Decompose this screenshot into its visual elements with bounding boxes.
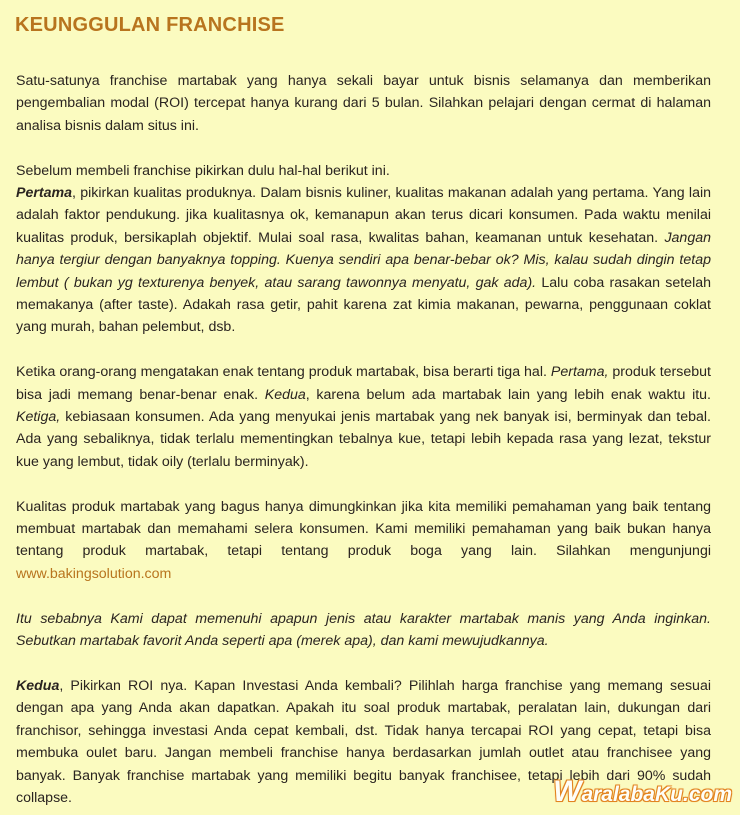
three-meanings-a: Ketika orang-orang mengatakan enak tentang produk martabak, bisa berarti tiga hal.: [16, 364, 551, 381]
first-point-italic-note: Jangan hanya tergiur dengan banyaknya topping. Kuenya sendiri apa benar-bebar ok? Mis, kalau sudah dingin tetap lembut ( bukan yg texturenya benyek, atau sarang tawonnya menyatu, gak ada).: [16, 229, 711, 291]
article-body: [16, 70, 711, 809]
intro-paragraph: Satu-satunya franchise martabak yang hanya sekali bayar untuk bisnis selamanya dan memberikan pengembalian modal (ROI) tercepat hanya kurang dari 5 bulan. Silahkan pelajari dengan cermat di halaman analisa bisnis dalam situs ini.: [16, 73, 711, 134]
page-title: KEUNGGULAN FRANCHISE: [15, 14, 285, 36]
three-meanings-kedua: Kedua: [264, 386, 306, 403]
watermark-first-letter: W: [553, 775, 582, 808]
three-meanings-d: kebiasaan konsumen. Ada yang menyukai jenis martabak yang nek banyak isi, berminyak dan tebal. Ada yang sebaliknya, tidak terlalu mementingkan tebalnya kue, tetapi lebih kepada rasa yang lezat, tekstur kue yang lembut, tidak oily (terlalu berminyak).: [16, 409, 711, 470]
three-meanings-b: produk tersebut bisa jadi memang benar-benar enak.: [16, 364, 711, 403]
three-meanings-ketiga: Ketiga,: [16, 409, 61, 426]
first-point-tail: Lalu coba rasakan setelah memakanya (after taste). Adakah rasa getir, pahit karena zat kimia makanan, pewarna, penggunaan coklat yang murah, bahan pelembut, dsb.: [16, 274, 712, 336]
first-point-paragraph: [16, 160, 711, 339]
italic-note-text: Itu sebabnya Kami dapat memenuhi apapun jenis atau karakter martabak manis yang Anda inginkan. Sebutkan martabak favorit Anda seperti apa (merek apa), dan kami mewujudkannya.: [16, 610, 711, 650]
quality-paragraph: [16, 496, 711, 586]
three-meanings-pertama: Pertama,: [550, 364, 609, 381]
first-point-intro: Sebelum membeli franchise pikirkan dulu hal-hal berikut ini.: [16, 162, 390, 179]
waralabaku-watermark-logo: [553, 775, 732, 809]
second-point-label: Kedua: [16, 677, 60, 694]
quality-text: Kualitas produk martabak yang bagus hanya dimungkinkan jika kita memiliki pemahaman yang baik tentang membuat martabak dan memahami selera konsumen. Kami memiliki pemahaman yang baik bukan hanya tentang produk martabak, tetapi tentang produk boga yang lain. Silahkan mengunjungi: [16, 498, 711, 560]
first-point-text: , pikirkan kualitas produknya. Dalam bisnis kuliner, kualitas makanan adalah yang pertama. Yang lain adalah faktor pendukung. jika kualitasnya ok, kemanapun akan terus dicari konsumen. Pada waktu menilai kualitas produk, bersikaplah objektif. Mulai soal rasa, kwalitas bahan, keamanan untuk kesehatan.: [16, 185, 711, 246]
italic-note-paragraph: [16, 608, 711, 653]
bakingsolution-link[interactable]: www.bakingsolution.com: [16, 565, 172, 582]
second-point-text: , Pikirkan ROI nya. Kapan Investasi Anda kembali? Pilihlah harga franchise yang memang sesuai dengan apa yang Anda akan dapatkan. Apakah itu soal produk martabak, peralatan lain, dukungan dari franchisor, sehingga investasi Anda cepat kembali, dst. Tidak hanya tercapai ROI yang cepat, tetapi bisa membuka oulet baru. Jangan membeli franchise hanya berdasarkan jumlah outlet atau franchisee yang banyak. Banyak franchise martabak yang memiliki begitu banyak franchisee, tetapi lebih dari 90% sudah collapse.: [16, 677, 711, 806]
three-meanings-paragraph: [16, 361, 711, 473]
watermark-rest: aralabaKu.com: [581, 783, 732, 806]
first-point-label: Pertama: [16, 185, 72, 202]
three-meanings-c: , karena belum ada martabak lain yang lebih enak waktu itu.: [305, 386, 711, 403]
